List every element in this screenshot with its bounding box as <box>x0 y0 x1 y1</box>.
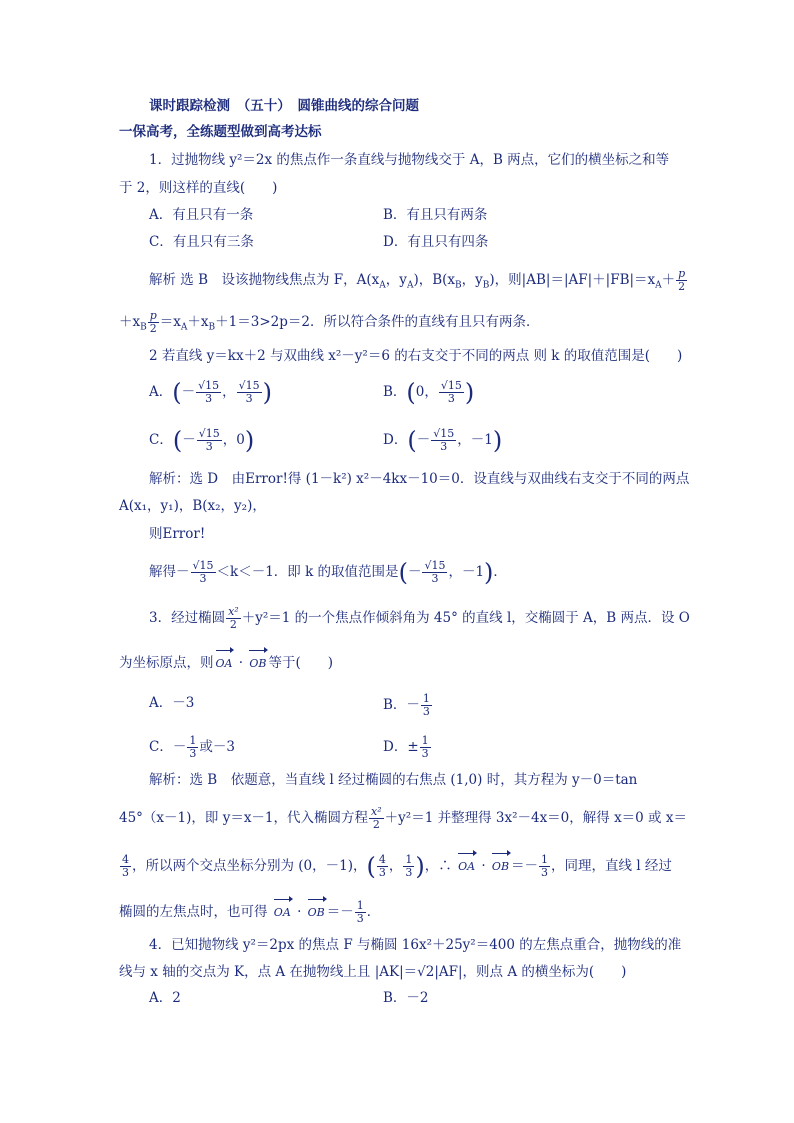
q2-solution-line1: 解析：选 D 由Error!得 (1－k²) x²－4kx－10＝0．设直线与双曲线右支交于不同的两点 <box>149 471 690 487</box>
q3-solution-line4: 椭圆的左焦点时，也可得 OA · OB ＝－ $\frac{1}{3}$ ． <box>119 899 381 925</box>
q1-option-c: C．有且只有三条 <box>149 234 254 250</box>
q3-option-a: A．－3 <box>149 695 195 711</box>
q1-option-b: B．有且只有两条 <box>383 207 488 223</box>
q1-option-d: D．有且只有四条 <box>383 234 489 250</box>
q2-option-d: D．(－ $\frac{√15}{3}$ ，－1) <box>383 426 503 455</box>
q1-solution-line2: $+x_B$ $\frac{p}{2}$ $=x_A+x_B+1=3>2p=2$．所以符合条件的直线有且只有两条． <box>119 309 540 335</box>
q3-solution-line2: 45°（x－1)，即 y＝x－1，代入椭圆方程 $\frac{\text{x²}}{2}$ ＋y²＝1 并整理得 3x²－4x＝0，解得 x＝0 或 x＝ <box>119 805 687 831</box>
vector-oa: OA <box>216 648 233 674</box>
q1-solution-line1: 解析 选 B 设该抛物线焦点为 F，$A(x_A$，$y_A$)，$B(x_B$，$y_B$)，则$|AB|=|AF|+|FB|=x_A+$ $\frac{p}{2}$ <box>149 267 686 293</box>
q2-stem: 2 若直线 y＝kx＋2 与双曲线 x²－y²＝6 的右支交于不同的两点 则 k 的取值范围是( ) <box>149 348 683 364</box>
q2-solution-line3: 则Error! <box>149 526 206 542</box>
q4-option-b: B．－2 <box>383 990 429 1006</box>
vector-ob: OB <box>249 648 266 674</box>
fraction-p-over-2: $\frac{p}{2}$ <box>678 267 686 293</box>
q2-option-a: A．(－ $\frac{√15}{3}$ ， $\frac{√15}{3}$ ) <box>149 378 273 407</box>
q4-option-a: A．2 <box>149 990 181 1006</box>
q1-stem-line2: 于 2，则这样的直线( ) <box>119 180 278 196</box>
page-subtitle: 一保高考，全练题型做到高考达标 <box>119 124 322 140</box>
q3-stem-line2: 为坐标原点，则 OA · OB 等于( ) <box>119 648 794 674</box>
q1-option-a: A．有且只有一条 <box>149 207 254 223</box>
q3-option-b: B．－ $\frac{1}{3}$ <box>383 692 430 718</box>
q3-solution-line1: 解析：选 B 依题意，当直线 l 经过椭圆的右焦点 (1,0) 时，其方程为 y－0＝tan <box>149 772 638 788</box>
q3-stem-line1: 3．经过椭圆 $\frac{\text{x²}}{2}$ ＋y²＝1 的一个焦点作倾斜角为 45° 的直线 l，交椭圆于 A，B 两点．设 O <box>149 605 690 631</box>
q4-stem-line1: 4．已知抛物线 y²＝2px 的焦点 F 与椭圆 16x²＋25y²＝400 的左焦点重合，抛物线的准 <box>149 937 682 953</box>
q3-solution-line3: $\frac{4}{3}$ ，所以两个交点坐标分别为 (0，－1)，( $\frac{4}{3}$ ， $\frac{1}{3}$ )，∴ OA · OB ＝－ $\frac{1}{3}$ ，同理，直线 l 经过 <box>122 852 672 881</box>
q2-option-b: B．(0， $\frac{√15}{3}$ ) <box>383 378 475 407</box>
fraction-p-over-2: $\frac{p}{2}$ <box>149 309 157 335</box>
q2-solution-line2: A(x₁，y₁)，B(x₂，y₂)， <box>119 498 266 514</box>
q2-solution-line4: 解得－ $\frac{√15}{3}$ ＜k＜－1．即 k 的取值范围是(－ $\frac{√15}{3}$ ，－1)． <box>149 558 507 587</box>
q2-option-c: C．(－ $\frac{√15}{3}$ ，0) <box>149 426 255 455</box>
page-title: 课时跟踪检测 （五十） 圆锥曲线的综合问题 <box>149 98 419 114</box>
q3-option-c: C．－ $\frac{1}{3}$ 或－3 <box>149 734 235 760</box>
q3-option-d: D．± $\frac{1}{3}$ <box>383 734 429 760</box>
q4-stem-line2: 线与 x 轴的交点为 K，点 A 在抛物线上且 |AK|＝√2|AF|，则点 A 的横坐标为( ) <box>119 964 627 980</box>
q1-stem-line1: 1．过抛物线 y²＝2x 的焦点作一条直线与抛物线交于 A，B 两点，它们的横坐标之和等 <box>149 152 670 168</box>
